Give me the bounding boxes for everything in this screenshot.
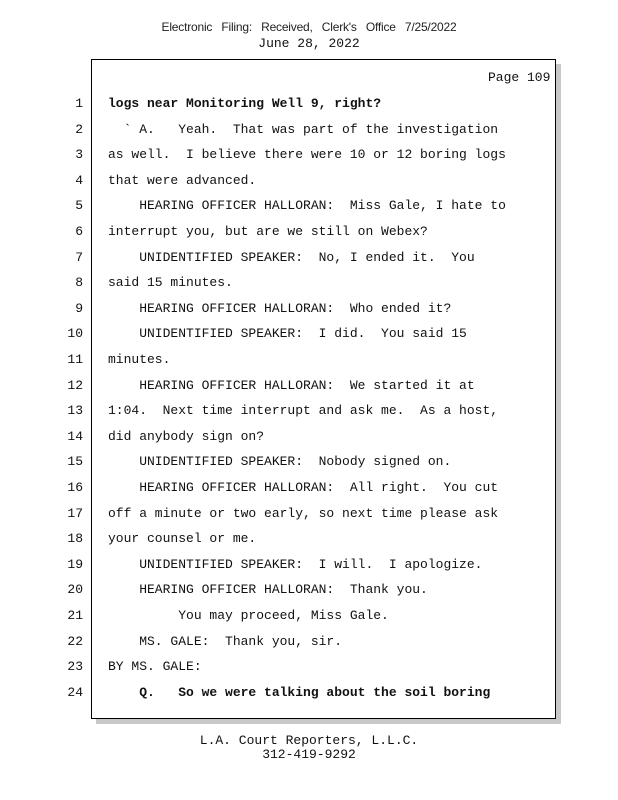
line-number: 3 bbox=[75, 147, 83, 163]
line-number: 12 bbox=[67, 377, 83, 393]
line-text: logs near Monitoring Well 9, right? bbox=[108, 96, 382, 111]
transcript-line bbox=[0, 142, 618, 167]
line-number: 2 bbox=[75, 121, 83, 137]
line-text: HEARING OFFICER HALLORAN: Who ended it? bbox=[108, 300, 452, 316]
filing-stamp: Electronic Filing: Received, Clerk's Office 7/25/2022 bbox=[161, 20, 457, 34]
line-number: 10 bbox=[67, 326, 83, 342]
transcript-line bbox=[0, 219, 618, 244]
line-text: interrupt you, but are we still on Webex? bbox=[108, 224, 428, 239]
line-text: said 15 minutes. bbox=[108, 275, 233, 291]
line-text: MS. GALE: Thank you, sir. bbox=[108, 633, 343, 649]
line-text: UNIDENTIFIED SPEAKER: I will. I apologize. bbox=[108, 556, 483, 572]
transcript-line bbox=[0, 424, 618, 449]
line-number: 17 bbox=[67, 505, 83, 521]
transcript-line bbox=[0, 296, 618, 321]
line-number: 13 bbox=[67, 403, 83, 419]
line-text: that were advanced. bbox=[108, 172, 257, 188]
transcript-line bbox=[0, 373, 618, 398]
transcript-line bbox=[0, 475, 618, 500]
line-number: 5 bbox=[75, 198, 83, 214]
line-text: off a minute or two early, so next time please ask bbox=[108, 505, 499, 521]
line-text: You may proceed, Miss Gale. bbox=[108, 608, 389, 623]
line-number: 19 bbox=[67, 556, 83, 572]
transcript-line bbox=[0, 629, 618, 654]
line-text: Q. So we were talking about the soil boring bbox=[108, 684, 491, 700]
line-number: 8 bbox=[75, 275, 83, 291]
transcript-line bbox=[0, 193, 618, 218]
hearing-date: June 28, 2022 bbox=[258, 36, 360, 51]
line-number: 24 bbox=[67, 684, 83, 700]
line-text: did anybody sign on? bbox=[108, 428, 265, 444]
transcript-line bbox=[0, 245, 618, 270]
line-text: HEARING OFFICER HALLORAN: All right. You cut bbox=[108, 480, 499, 495]
transcript-line bbox=[0, 270, 618, 295]
transcript-line bbox=[0, 552, 618, 577]
reporter-phone: 312-419-9292 bbox=[262, 747, 356, 762]
line-text: 1:04. Next time interrupt and ask me. As a host, bbox=[108, 403, 499, 419]
transcript-line bbox=[0, 449, 618, 474]
line-number: 1 bbox=[75, 96, 83, 111]
transcript-line bbox=[0, 398, 618, 423]
line-text: HEARING OFFICER HALLORAN: Thank you. bbox=[108, 582, 428, 598]
transcript-line bbox=[0, 680, 618, 705]
line-text: ` A. Yeah. That was part of the investigation bbox=[108, 121, 499, 137]
line-number: 16 bbox=[67, 480, 83, 495]
transcript-line bbox=[0, 603, 618, 628]
line-number: 6 bbox=[75, 224, 83, 239]
line-number: 15 bbox=[67, 454, 83, 470]
transcript-line bbox=[0, 526, 618, 551]
line-text: HEARING OFFICER HALLORAN: Miss Gale, I hate to bbox=[108, 198, 506, 214]
line-number: 18 bbox=[67, 531, 83, 547]
line-number: 21 bbox=[67, 608, 83, 623]
page-number: Page 109 bbox=[488, 70, 551, 85]
line-number: 9 bbox=[75, 300, 83, 316]
line-number: 22 bbox=[67, 633, 83, 649]
line-text: UNIDENTIFIED SPEAKER: I did. You said 15 bbox=[108, 326, 467, 342]
line-number: 20 bbox=[67, 582, 83, 598]
transcript-line bbox=[0, 321, 618, 346]
line-number: 23 bbox=[67, 659, 83, 675]
line-text: UNIDENTIFIED SPEAKER: No, I ended it. You bbox=[108, 249, 475, 265]
line-text: HEARING OFFICER HALLORAN: We started it at bbox=[108, 377, 475, 393]
transcript-line bbox=[0, 654, 618, 679]
line-number: 11 bbox=[67, 352, 83, 367]
transcript-line bbox=[0, 501, 618, 526]
transcript-line bbox=[0, 347, 618, 372]
line-text: minutes. bbox=[108, 352, 171, 367]
line-text: BY MS. GALE: bbox=[108, 659, 202, 675]
reporter-company: L.A. Court Reporters, L.L.C. bbox=[199, 733, 419, 748]
line-text: UNIDENTIFIED SPEAKER: Nobody signed on. bbox=[108, 454, 452, 470]
line-number: 7 bbox=[75, 249, 83, 265]
transcript-line bbox=[0, 91, 618, 116]
transcript-line bbox=[0, 117, 618, 142]
line-number: 4 bbox=[75, 172, 83, 188]
line-text: your counsel or me. bbox=[108, 531, 257, 547]
line-number: 14 bbox=[67, 428, 83, 444]
transcript-line bbox=[0, 168, 618, 193]
transcript-line bbox=[0, 577, 618, 602]
line-text: as well. I believe there were 10 or 12 boring logs bbox=[108, 147, 506, 163]
